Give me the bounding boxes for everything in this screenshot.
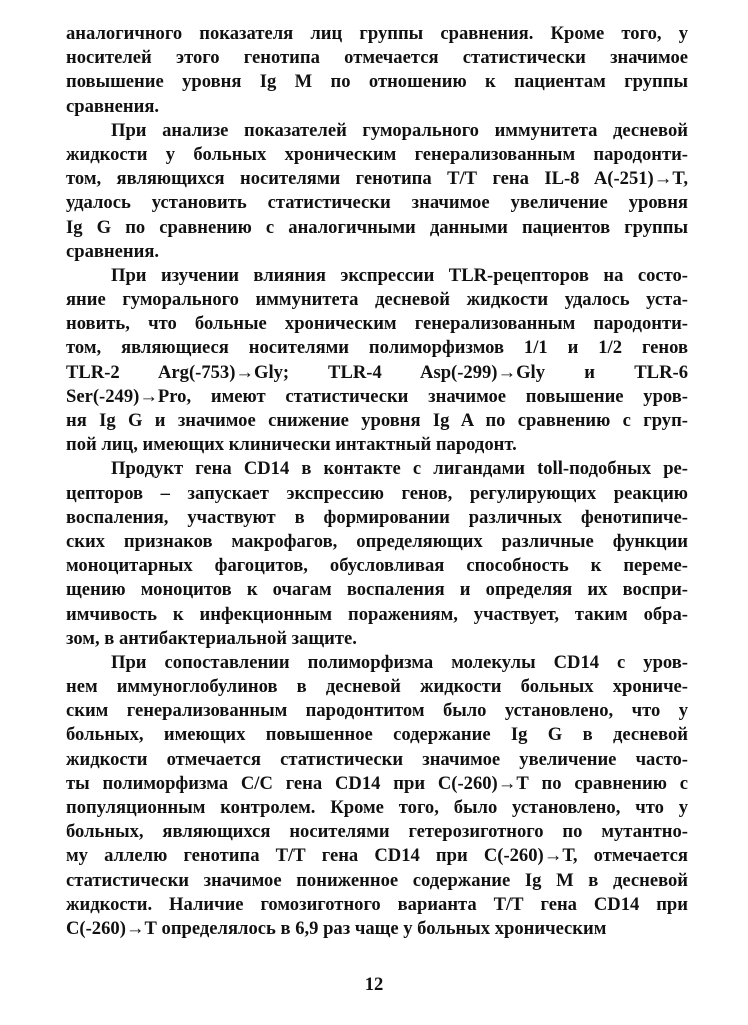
- text-line: жидкости отмечается статистически значимое увеличение часто-: [66, 748, 688, 770]
- text-line: больных, имеющих повышенное содержание Ig G в десневой: [66, 724, 688, 746]
- text-line: повышение уровня Ig M по отношению к пациентам группы: [66, 71, 688, 93]
- text-line: му аллелю генотипа Т/Т гена CD14 при С(-260)→Т, отмечается: [66, 845, 688, 867]
- text-line: Продукт гена CD14 в контакте с лигандами toll-подобных ре-: [111, 458, 688, 480]
- text-line: жидкости у больных хроническим генерализованным пародонти-: [66, 143, 688, 165]
- text-line: При анализе показателей гуморального иммунитета десневой: [111, 119, 688, 141]
- text-line: воспаления, участвуют в формировании различных фенотипиче-: [66, 506, 688, 528]
- text-line: больных, являющихся носителями гетерозиготного по мутантно-: [66, 821, 688, 843]
- paragraph: [66, 264, 688, 458]
- text-line: носителей этого генотипа отмечается статистически значимое: [66, 47, 688, 69]
- text-line: ских признаков макрофагов, определяющих различные функции: [66, 530, 688, 552]
- text-line: популяционным контролем. Кроме того, было установлено, что у: [66, 797, 688, 818]
- paragraph: [66, 119, 688, 264]
- text-line: статистически значимое пониженное содержание Ig M в десневой: [66, 869, 688, 891]
- paragraph-container: [66, 22, 688, 941]
- text-line: моноцитарных фагоцитов, обусловливая способность к переме-: [66, 555, 688, 577]
- text-line: том, являющиеся носителями полиморфизмов 1/1 и 1/2 генов: [66, 337, 688, 359]
- text-line: удалось установить статистически значимое увеличение уровня: [66, 192, 688, 214]
- text-line: зом, в антибактериальной защите.: [66, 627, 357, 649]
- paragraph: [66, 651, 688, 941]
- text-line: пой лиц, имеющих клинически интактный пародонт.: [66, 434, 517, 456]
- paragraph: [66, 22, 688, 119]
- text-line: щению моноцитов к очагам воспаления и определяя их воспри-: [66, 579, 688, 601]
- text-line: имчивость к инфекционным поражениям, участвует, таким обра-: [66, 603, 688, 625]
- text-line: новить, что больные хроническим генерализованным пародонти-: [66, 313, 688, 335]
- text-line: Ig G по сравнению с аналогичными данными пациентов группы: [66, 216, 688, 238]
- text-line: Ser(-249)→Pro, имеют статистически значимое повышение уров-: [66, 385, 688, 407]
- text-line: том, являющихся носителями генотипа Т/Т гена IL-8 A(-251)→T,: [66, 168, 688, 190]
- text-line: жидкости. Наличие гомозиготного варианта Т/Т гена CD14 при: [66, 893, 688, 915]
- text-line: ским генерализованным пародонтитом было установлено, что у: [66, 700, 688, 722]
- paragraph: [66, 457, 688, 651]
- text-line: цепторов – запускает экспрессию генов, регулирующих реакцию: [66, 482, 688, 504]
- text-line: С(-260)→Т определялось в 6,9 раз чаще у больных хроническим: [66, 917, 607, 939]
- text-line: сравнения.: [66, 240, 160, 262]
- page-number: 12: [364, 974, 384, 995]
- text-line: нем иммуноглобулинов в десневой жидкости больных хрониче-: [66, 676, 688, 698]
- text-line: ня Ig G и значимое снижение уровня Ig A по сравнению с груп-: [66, 410, 688, 431]
- text-line: При сопоставлении полиморфизма молекулы CD14 с уров-: [111, 651, 688, 673]
- text-line: сравнения.: [66, 95, 160, 117]
- text-line: ты полиморфизма С/С гена CD14 при С(-260)→Т по сравнению с: [66, 772, 688, 794]
- text-line: TLR-2 Arg(-753)→Gly; TLR-4 Asp(-299)→Gly и TLR-6: [66, 361, 688, 383]
- text-line: яние гуморального иммунитета десневой жидкости удалось уста-: [66, 289, 688, 311]
- text-line: аналогичного показателя лиц группы сравнения. Кроме того, у: [66, 23, 688, 44]
- document-body: [66, 22, 688, 941]
- text-line: При изучении влияния экспрессии TLR-рецепторов на состо-: [111, 264, 688, 286]
